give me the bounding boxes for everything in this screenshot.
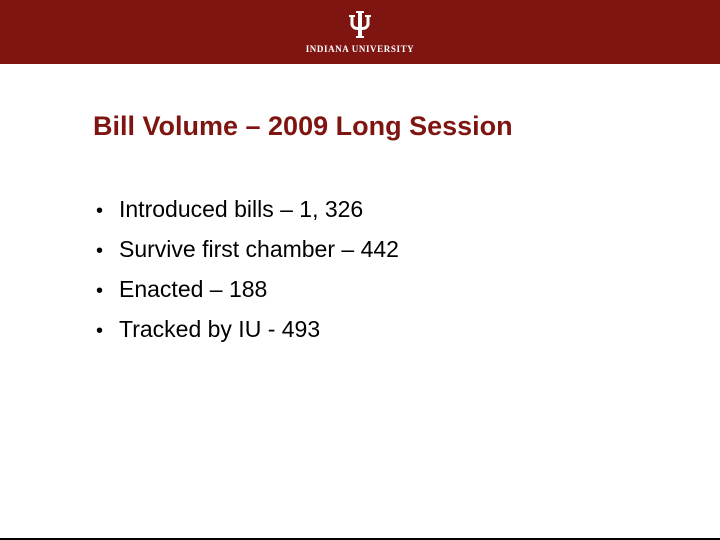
bullet-marker: • xyxy=(96,320,104,342)
bullet-text: Tracked by IU - 493 xyxy=(119,316,321,342)
bullet-marker: • xyxy=(96,280,104,302)
bullet-marker: • xyxy=(96,240,104,262)
slide-title: Bill Volume – 2009 Long Session xyxy=(93,111,513,141)
list-item xyxy=(96,274,399,314)
bullet-text: Survive first chamber – 442 xyxy=(119,236,399,262)
list-item xyxy=(96,314,399,354)
bullet-text: Introduced bills – 1, 326 xyxy=(119,196,364,222)
university-name: INDIANA UNIVERSITY xyxy=(305,44,415,54)
header-bar xyxy=(0,0,720,64)
list-item xyxy=(96,194,399,234)
iu-trident-icon xyxy=(349,11,371,38)
bullet-text: Enacted – 188 xyxy=(119,276,268,302)
list-item xyxy=(96,234,399,274)
bullet-marker: • xyxy=(96,200,104,222)
bullet-list xyxy=(96,194,399,354)
